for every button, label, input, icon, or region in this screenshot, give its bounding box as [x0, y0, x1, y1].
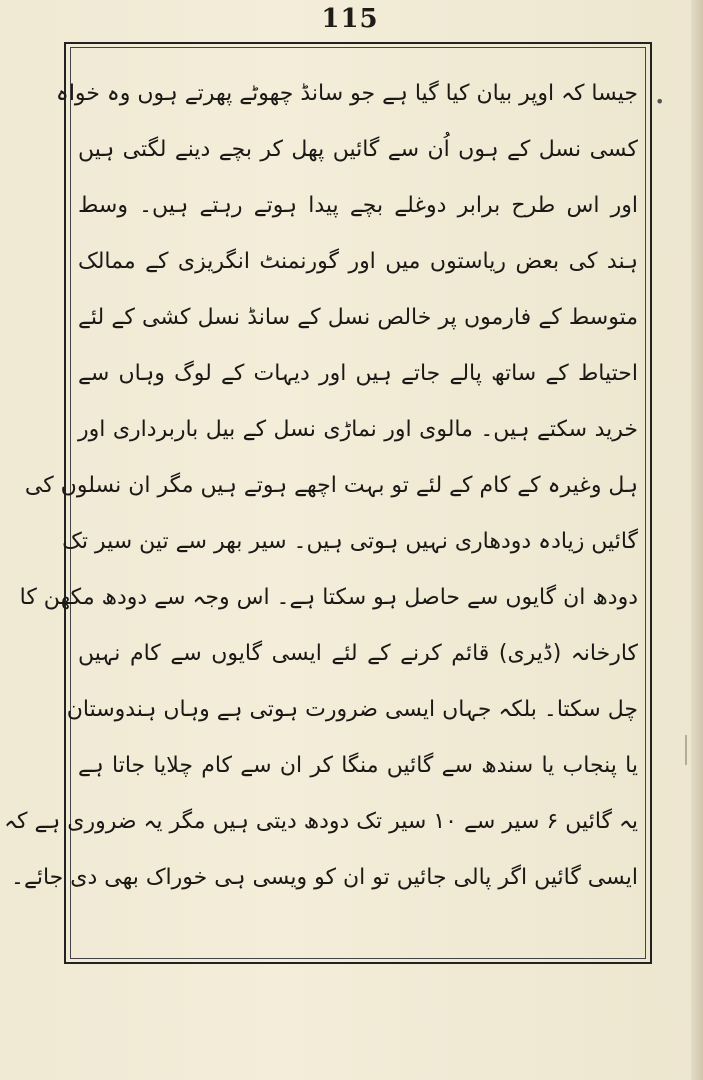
text-line-3: اور اس طرح برابر دوغلے بچے پیدا ہوتے رہتے ہیں۔ وسط [78, 193, 638, 218]
text-line-5: متوسط کے فارموں پر خالص نسل کے سانڈ نسل کشی کے لئے [78, 305, 638, 330]
edge-mark [685, 735, 693, 765]
text-line-7: خرید سکتے ہیں۔ مالوی اور نماڑی نسل کے بیل باربرداری اور [78, 417, 638, 442]
text-line-15: ایسی گائیں اگر پالی جائیں تو ان کو ویسی ہی خوراک بھی دی جائے۔ [11, 865, 638, 890]
text-line-4: ہند کی بعض ریاستوں میں اور گورنمنٹ انگریزی کے ممالک [78, 249, 638, 274]
text-line-10: دودھ ان گایوں سے حاصل ہو سکتا ہے۔ اس وجہ سے دودھ مکھن کا [19, 585, 638, 610]
text-line-6: احتیاط کے ساتھ پالے جاتے ہیں اور دیہات کے لوگ وہاں سے [78, 361, 638, 386]
urdu-text-block [4, 66, 638, 946]
text-line-12: چل سکتا۔ بلکہ جہاں ایسی ضرورت ہوتی ہے وہاں ہندوستان [66, 697, 638, 722]
margin-dot: • [655, 92, 665, 111]
text-line-11: کارخانہ (ڈیری) قائم کرنے کے لئے ایسی گایوں سے کام نہیں [78, 641, 638, 666]
text-line-2: کسی نسل کے ہوں اُن سے گائیں پھل کر بچے دینے لگتی ہیں [78, 137, 638, 162]
text-line-13: یا پنجاب یا سندھ سے گائیں منگا کر ان سے کام چلایا جاتا ہے [78, 753, 638, 778]
text-line-9: گائیں زیادہ دودھاری نہیں ہوتی ہیں۔ سیر بھر سے تین سیر تک [62, 529, 638, 554]
text-line-8: ہل وغیرہ کے کام کے لئے تو بہت اچھے ہوتے ہیں مگر ان نسلوں کی [24, 473, 638, 498]
text-line-14: یہ گائیں ۶ سیر سے ۱۰ سیر تک دودھ دیتی ہیں مگر یہ ضروری ہے کہ [4, 809, 638, 834]
page-edge [691, 0, 703, 1080]
text-line-1: جیسا کہ اوپر بیان کیا گیا ہے جو سانڈ چھوٹے پھرتے ہوں وہ خواہ [55, 81, 638, 106]
page-number: 115 [321, 4, 379, 34]
